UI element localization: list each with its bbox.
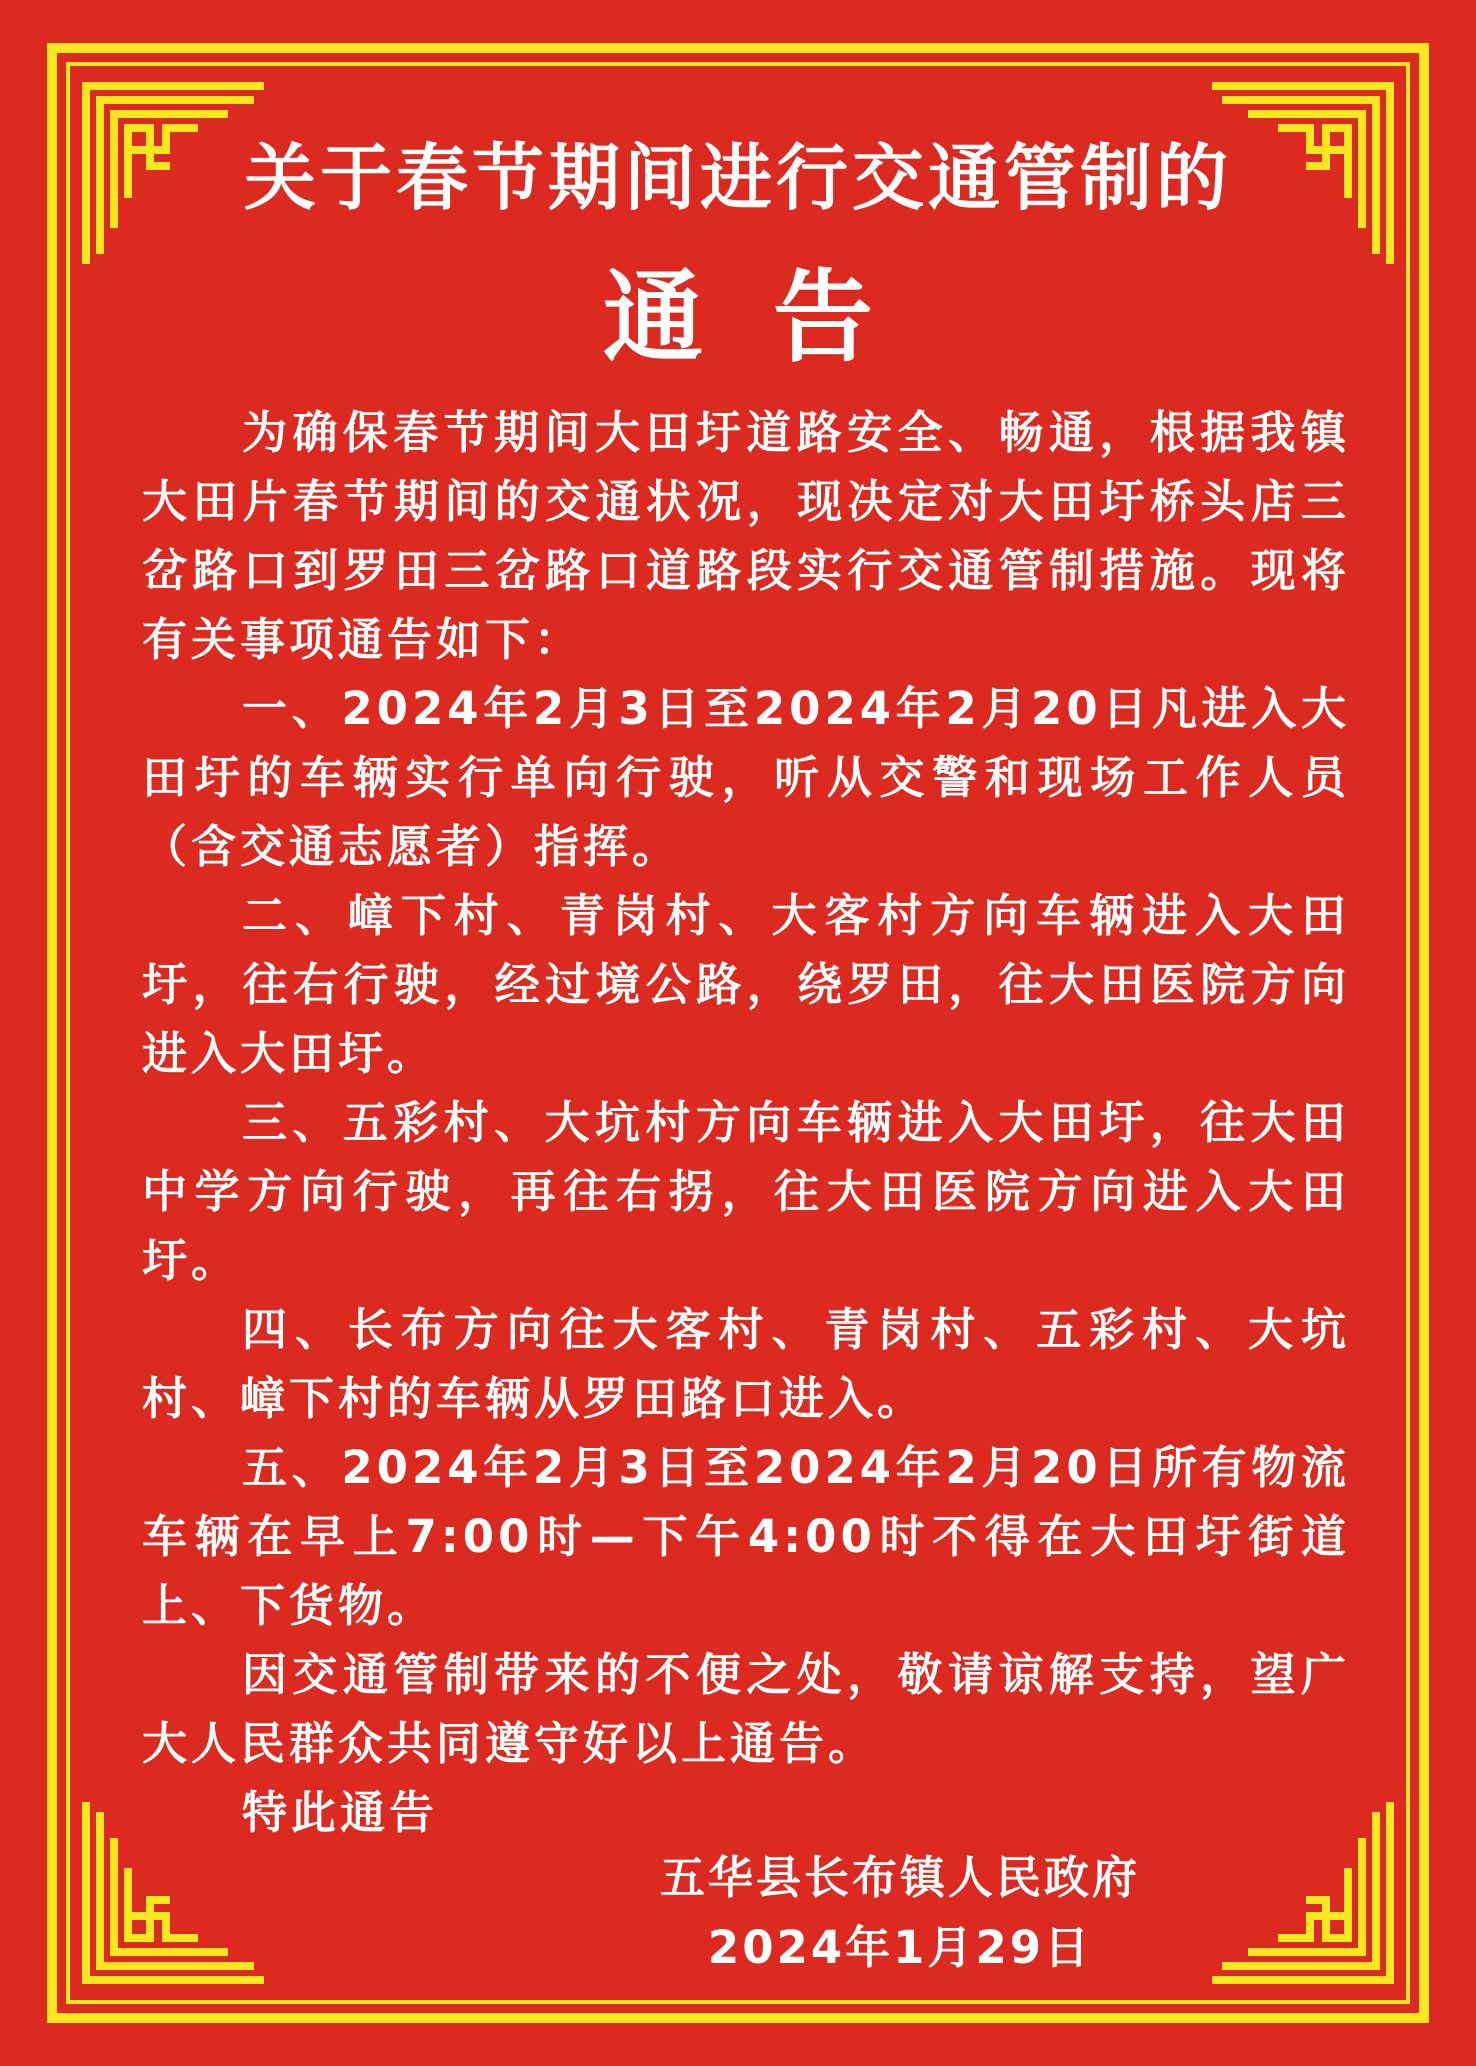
closing-line: 特此通告: [242, 1786, 439, 1839]
issue-date: 2024年1月29日: [707, 1921, 1093, 1974]
item-2: 二、嶂下村、青岗村、大客村方向车辆进入大田圩，往右行驶，经过境公路，绕罗田，往大田医院方向进入大田圩。: [142, 889, 1350, 1080]
item-5: 五、2024年2月3日至2024年2月20日所有物流车辆在早上7:00时—下午4:00时不得在大田圩街道上、下货物。: [142, 1441, 1350, 1632]
notice-heading: 通告: [603, 259, 943, 376]
item-4: 四、长布方向往大客村、青岗村、五彩村、大坑村、嶂下村的车辆从罗田路口进入。: [142, 1303, 1350, 1425]
appeal-paragraph: 因交通管制带来的不便之处，敬请谅解支持，望广大人民群众共同遵守好以上通告。: [142, 1648, 1350, 1770]
issuer-name: 五华县长布镇人民政府: [659, 1851, 1140, 1904]
intro-paragraph: 为确保春节期间大田圩道路安全、畅通，根据我镇大田片春节期间的交通状况，现决定对大田圩桥头店三岔路口到罗田三岔路口道路段实行交通管制措施。现将有关事项通告如下：: [142, 406, 1350, 666]
notice-title: 关于春节期间进行交通管制的: [243, 136, 1232, 220]
item-3: 三、五彩村、大坑村方向车辆进入大田圩，往大田中学方向行驶，再往右拐，往大田医院方向进入大田圩。: [142, 1096, 1350, 1287]
notice-body: [142, 398, 1350, 1847]
item-1: 一、2024年2月3日至2024年2月20日凡进入大田圩的车辆实行单向行驶，听从交警和现场工作人员（含交通志愿者）指挥。: [142, 682, 1350, 873]
signature-block: [600, 1843, 1200, 1983]
